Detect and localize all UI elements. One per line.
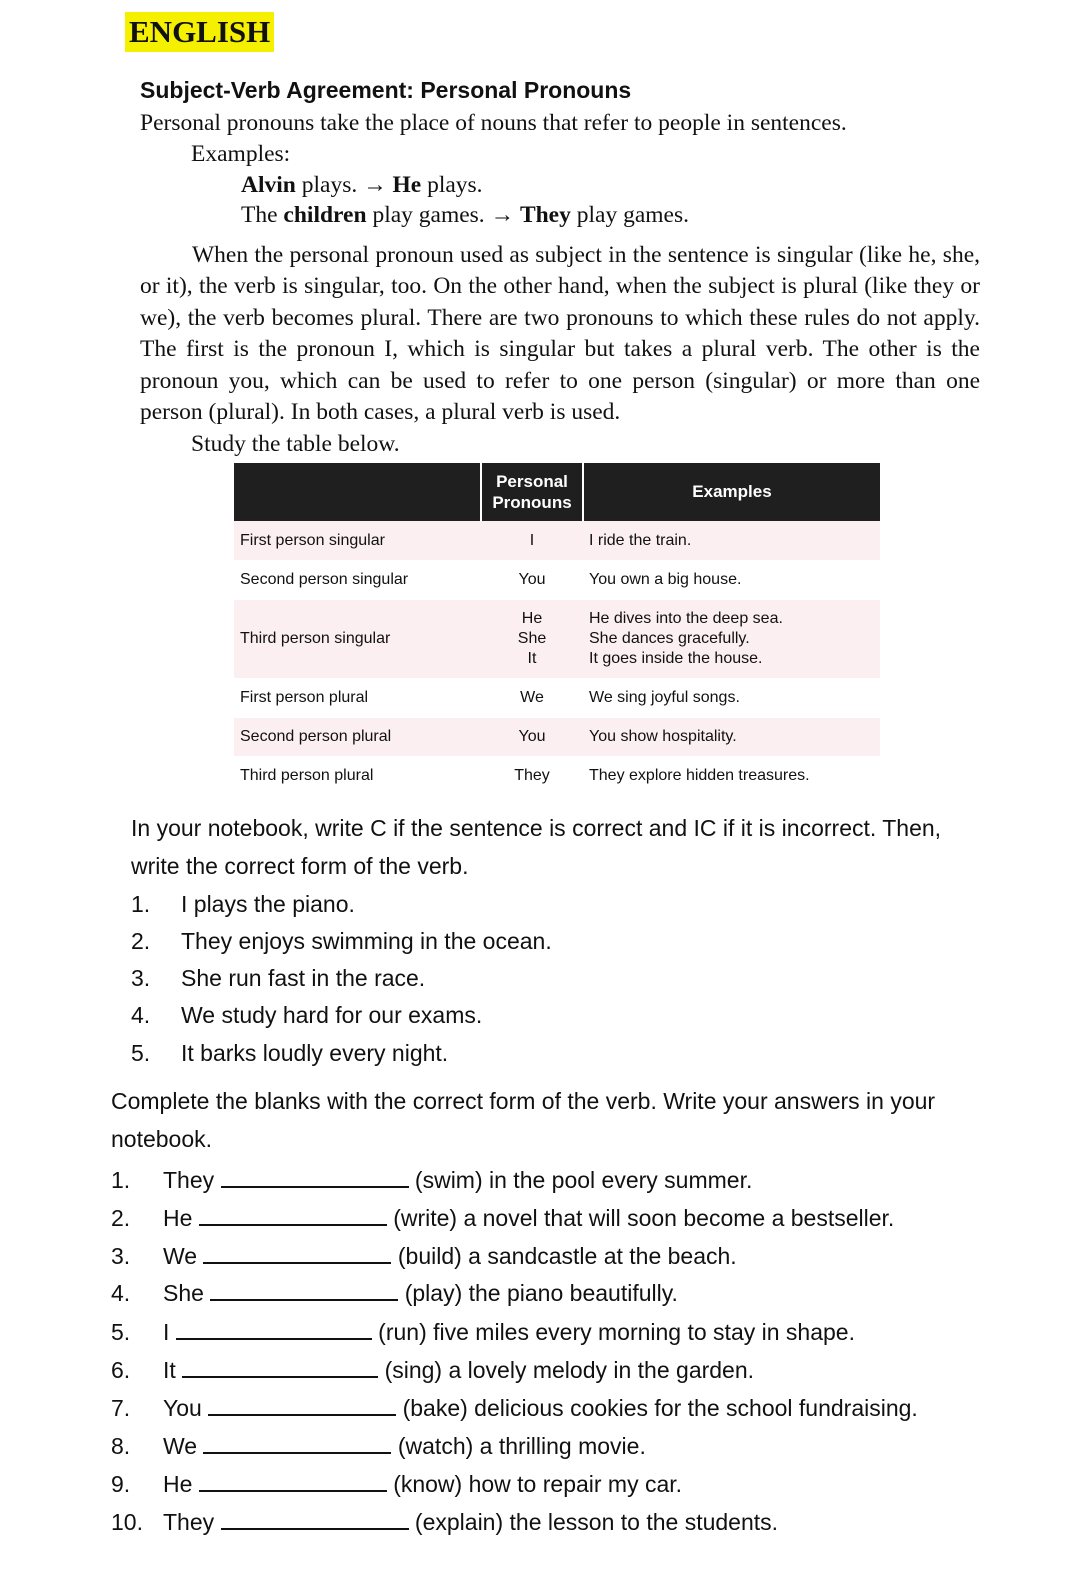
example-cell: He dives into the deep sea. She dances gracefully. It goes inside the house. xyxy=(583,600,880,678)
item-subject: She xyxy=(163,1280,204,1306)
item-subject: They xyxy=(163,1509,215,1535)
item-number: 5. xyxy=(131,1040,151,1066)
item-number: 8. xyxy=(111,1433,131,1459)
item-number: 3. xyxy=(111,1243,131,1269)
item-number: 4. xyxy=(111,1280,131,1306)
pronoun-cell: They xyxy=(514,767,550,784)
answer-blank xyxy=(199,1468,387,1492)
list-item xyxy=(131,965,425,992)
table-header-row xyxy=(234,463,880,521)
item-rest: (run) five miles every morning to stay in shape. xyxy=(378,1319,855,1345)
answer-blank xyxy=(221,1164,409,1188)
item-subject: He xyxy=(163,1205,193,1231)
item-subject: You xyxy=(163,1395,202,1421)
item-rest: (play) the piano beautifully. xyxy=(404,1280,678,1306)
list-item xyxy=(111,1392,918,1422)
list-item xyxy=(111,1506,778,1536)
item-number: 7. xyxy=(111,1395,131,1421)
item-text: We study hard for our exams. xyxy=(181,1002,483,1028)
exercise-1-instruction-line-2: write the correct form of the verb. xyxy=(131,853,469,879)
list-item xyxy=(111,1354,754,1384)
item-subject: It xyxy=(163,1357,176,1383)
person-cell: First person singular xyxy=(234,521,481,560)
table-row xyxy=(234,756,880,796)
item-number: 6. xyxy=(111,1357,131,1383)
list-item xyxy=(111,1316,855,1346)
person-cell: Third person plural xyxy=(240,767,374,784)
example-cell: They explore hidden treasures. xyxy=(589,767,810,784)
example-1-mid: plays. → xyxy=(295,172,393,198)
list-item xyxy=(111,1468,682,1498)
answer-blank xyxy=(210,1277,398,1301)
item-subject: I xyxy=(163,1319,170,1345)
header-examples: Examples xyxy=(583,463,880,521)
example-1-end: plays. xyxy=(421,172,483,198)
item-text: She run fast in the race. xyxy=(181,965,426,991)
exercise-2-instruction-line-1: Complete the blanks with the correct form of the verb. Write your answers in your xyxy=(111,1088,936,1114)
item-rest: (sing) a lovely melody in the garden. xyxy=(384,1357,755,1383)
item-text: I plays the piano. xyxy=(181,891,355,917)
item-rest: (watch) a thrilling movie. xyxy=(397,1433,646,1459)
list-item xyxy=(131,1040,448,1067)
examples-label: Examples: xyxy=(191,141,291,167)
example-2-noun: children xyxy=(283,202,367,228)
item-text: It barks loudly every night. xyxy=(181,1040,449,1066)
table-row xyxy=(234,678,880,718)
list-item xyxy=(111,1430,646,1460)
item-subject: They xyxy=(163,1167,215,1193)
example-2 xyxy=(241,200,689,231)
item-rest: (build) a sandcastle at the beach. xyxy=(397,1243,737,1269)
pronoun-cell: We xyxy=(520,689,544,706)
exercise-1-instruction-line-1: In your notebook, write C if the sentence is correct and IC if it is incorrect. Then, xyxy=(131,815,942,841)
header-pronouns: Personal Pronouns xyxy=(481,463,583,521)
pronoun-cell: You xyxy=(518,571,546,588)
list-item xyxy=(131,1002,482,1029)
intro-text: Personal pronouns take the place of nouns that refer to people in sentences. xyxy=(140,110,847,136)
list-item xyxy=(111,1164,752,1194)
person-cell: First person plural xyxy=(240,689,369,706)
item-number: 9. xyxy=(111,1471,131,1497)
example-2-end: play games. xyxy=(570,202,689,228)
item-number: 5. xyxy=(111,1319,131,1345)
item-rest: (write) a novel that will soon become a bestseller. xyxy=(393,1205,895,1231)
answer-blank xyxy=(203,1430,391,1454)
person-cell: Third person singular xyxy=(234,600,481,678)
answer-blank xyxy=(199,1202,387,1226)
example-cell: We sing joyful songs. xyxy=(589,689,740,706)
answer-blank xyxy=(208,1392,396,1416)
list-item xyxy=(111,1240,737,1270)
example-cell: You own a big house. xyxy=(589,571,742,588)
table-row xyxy=(234,560,880,600)
person-cell: Second person plural xyxy=(234,718,481,756)
example-2-mid: play games. → xyxy=(366,202,520,228)
item-number: 10. xyxy=(111,1509,143,1535)
study-note: Study the table below. xyxy=(191,431,400,457)
example-2-pronoun: They xyxy=(519,202,571,228)
item-rest: (swim) in the pool every summer. xyxy=(414,1167,753,1193)
answer-blank xyxy=(203,1240,391,1264)
item-subject: He xyxy=(163,1471,193,1497)
item-number: 1. xyxy=(111,1167,131,1193)
lesson-heading: Subject-Verb Agreement: Personal Pronouns xyxy=(140,77,632,103)
item-number: 3. xyxy=(131,965,151,991)
example-cell: I ride the train. xyxy=(583,521,880,560)
table-row xyxy=(234,718,880,756)
item-rest: (explain) the lesson to the students. xyxy=(414,1509,779,1535)
list-item xyxy=(111,1202,894,1232)
list-item xyxy=(131,928,552,955)
pronoun-cell: I xyxy=(481,521,583,560)
answer-blank xyxy=(221,1506,409,1530)
item-subject: We xyxy=(163,1433,198,1459)
pronoun-cell: He She It xyxy=(481,600,583,678)
person-cell: Second person singular xyxy=(240,571,409,588)
item-rest: (know) how to repair my car. xyxy=(393,1471,683,1497)
example-2-start: The xyxy=(241,202,284,228)
subject-title: ENGLISH xyxy=(125,12,274,52)
example-1-noun: Alvin xyxy=(241,172,296,198)
example-1 xyxy=(241,170,483,201)
table-row xyxy=(234,521,880,560)
table-row xyxy=(234,600,880,678)
item-text: They enjoys swimming in the ocean. xyxy=(181,928,552,954)
item-rest: (bake) delicious cookies for the school fundraising. xyxy=(402,1395,918,1421)
item-number: 2. xyxy=(111,1205,131,1231)
explanation-paragraph: When the personal pronoun used as subject in the sentence is singular (like he, she, or it), the verb is singular, too. On the other hand, when the subject is plural (like they or we), the verb becomes plural. There are two pronouns to which these rules do not apply. The first is the pronoun I, which is singular but takes a plural verb. The other is the pronoun you, which can be used to refer to one person (singular) or more than one person (plural). In both cases, a plural verb is used. xyxy=(140,242,980,426)
pronoun-cell: You xyxy=(481,718,583,756)
item-number: 4. xyxy=(131,1002,151,1028)
example-cell: You show hospitality. xyxy=(583,718,880,756)
item-number: 2. xyxy=(131,928,151,954)
answer-blank xyxy=(182,1354,378,1378)
example-1-pronoun: He xyxy=(392,172,422,198)
item-number: 1. xyxy=(131,891,151,917)
pronoun-table xyxy=(234,463,880,796)
header-person xyxy=(234,463,481,521)
item-subject: We xyxy=(163,1243,198,1269)
answer-blank xyxy=(176,1316,372,1340)
exercise-2-instruction-line-2: notebook. xyxy=(111,1126,213,1152)
list-item xyxy=(131,891,355,918)
list-item xyxy=(111,1277,678,1307)
